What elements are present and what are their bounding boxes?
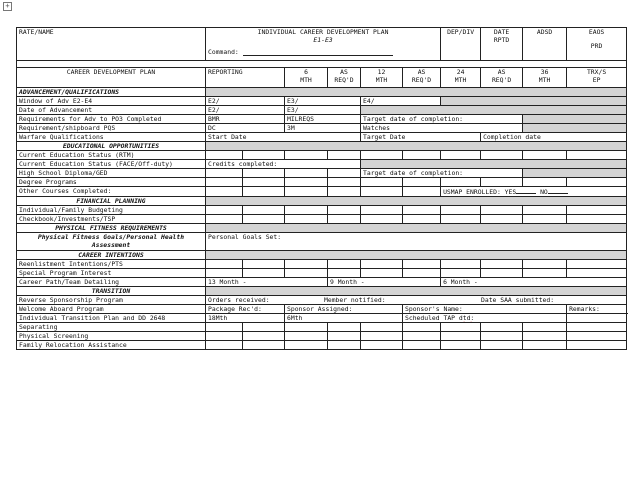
no-blank[interactable]	[548, 187, 568, 194]
cell-sponsor-assigned[interactable]	[285, 305, 403, 314]
col-6mth-unit: MTH	[300, 76, 312, 84]
cell-text: 9 Month -	[330, 278, 365, 286]
section-shade	[206, 251, 627, 260]
cell[interactable]	[441, 206, 481, 215]
cell[interactable]	[285, 260, 328, 269]
col-plan-label: CAREER DEVELOPMENT PLAN	[66, 68, 156, 76]
cell[interactable]	[441, 151, 481, 160]
cell[interactable]	[328, 215, 361, 224]
cell[interactable]	[403, 151, 441, 160]
col-trx-b: EP	[592, 76, 601, 84]
cell[interactable]	[567, 332, 627, 341]
cell[interactable]	[523, 215, 567, 224]
cell[interactable]	[403, 187, 441, 197]
cell-6mth[interactable]	[285, 314, 403, 323]
cell[interactable]	[361, 178, 403, 187]
cell[interactable]	[403, 215, 441, 224]
cell[interactable]	[243, 206, 285, 215]
col-asreq-3	[481, 68, 523, 88]
row-label: Requirement/shipboard PQS	[19, 124, 116, 132]
cell[interactable]	[567, 269, 627, 278]
cell[interactable]	[481, 178, 523, 187]
cell-text: 6Mth	[287, 314, 303, 322]
col-asreq-1-b: REQ'D	[334, 76, 354, 84]
section-financial-title: FINANCIAL PLANNING	[76, 197, 146, 205]
section-advancement	[17, 88, 206, 97]
row-label: Degree Programs	[19, 178, 77, 186]
cell-shaded	[523, 169, 627, 178]
command-label: Command:	[208, 48, 239, 56]
cell[interactable]	[567, 314, 627, 323]
cell[interactable]	[206, 260, 243, 269]
cell[interactable]	[567, 260, 627, 269]
cell[interactable]	[328, 341, 361, 350]
cell[interactable]	[285, 169, 328, 178]
cell-text: E2/	[208, 97, 220, 105]
col-reporting-label: REPORTING	[208, 68, 243, 76]
col-asreq-3-b: REQ'D	[491, 76, 512, 84]
cell[interactable]	[403, 269, 441, 278]
cell-usmap[interactable]	[441, 187, 627, 197]
orders-received-label: Orders received:	[208, 296, 270, 304]
dep-div-cell[interactable]	[441, 28, 481, 61]
col-asreq-3-a: AS	[497, 68, 506, 76]
cell-shaded	[361, 160, 627, 169]
cell[interactable]	[361, 206, 403, 215]
row-pf-goals	[17, 233, 206, 251]
cell-dc[interactable]	[206, 124, 285, 133]
cell-personal-goals[interactable]	[206, 233, 627, 251]
row-family-reloc	[17, 341, 206, 350]
cell-bmr[interactable]	[206, 115, 285, 124]
cell[interactable]	[243, 341, 285, 350]
cell-e3[interactable]	[285, 97, 361, 106]
row-label: Special Program Interest	[19, 269, 112, 277]
row-degree	[17, 178, 206, 187]
cell[interactable]	[481, 341, 523, 350]
cell-shaded	[523, 124, 627, 133]
row-special-prog	[17, 269, 206, 278]
cell[interactable]	[361, 341, 403, 350]
adsd-label: ADSD	[536, 28, 553, 36]
eaos-label: EAOS	[588, 28, 605, 36]
section-physical-fitness	[17, 224, 206, 233]
cell[interactable]	[523, 323, 567, 332]
cell[interactable]	[285, 341, 328, 350]
cell[interactable]	[481, 151, 523, 160]
row-cur-edu-face	[17, 160, 206, 169]
section-educational-title: EDUCATIONAL OPPORTUNITIES	[62, 142, 160, 150]
cell[interactable]	[441, 341, 481, 350]
row-pqs	[17, 124, 206, 133]
cell[interactable]	[481, 332, 523, 341]
row-label: Family Relocation Assistance	[19, 341, 127, 349]
cell[interactable]	[328, 323, 361, 332]
cell-credits-completed[interactable]	[206, 160, 361, 169]
col-12mth-num: 12	[377, 68, 386, 76]
section-physical-fitness-title: PHYSICAL FITNESS REQUIREMENTS	[55, 224, 167, 232]
col-asreq-1	[328, 68, 361, 88]
row-cur-edu-rtm	[17, 151, 206, 160]
col-36mth-unit: MTH	[538, 76, 551, 84]
cell[interactable]	[328, 269, 361, 278]
section-shade	[206, 88, 627, 97]
cell-start-date[interactable]	[206, 133, 361, 142]
cell[interactable]	[243, 323, 285, 332]
cell-e3b[interactable]	[285, 106, 361, 115]
cell-6-month[interactable]	[441, 278, 627, 287]
member-notified-label: Member notified:	[324, 296, 386, 304]
cell[interactable]	[441, 332, 481, 341]
cell[interactable]	[441, 215, 481, 224]
col-plan	[17, 68, 206, 88]
cell-text: BMR	[208, 115, 220, 123]
col-24mth-num: 24	[456, 68, 465, 76]
row-label: High School Diploma/GED	[19, 169, 108, 177]
cell-text: Target Date	[363, 133, 406, 141]
cell[interactable]	[523, 332, 567, 341]
cell[interactable]	[361, 269, 403, 278]
cell-sponsor-name[interactable]	[403, 305, 567, 314]
cell[interactable]	[567, 151, 627, 160]
cell[interactable]	[403, 178, 441, 187]
cell[interactable]	[206, 169, 243, 178]
cell[interactable]	[328, 332, 361, 341]
cell[interactable]	[285, 332, 328, 341]
cell[interactable]	[206, 151, 243, 160]
cell[interactable]	[567, 206, 627, 215]
dep-div-label: DEP/DIV	[447, 28, 475, 36]
cell-text: E2/	[208, 106, 220, 114]
cell-text: 3M	[287, 124, 295, 132]
row-label: Date of Advancement	[19, 106, 93, 114]
cell-text: Start Date	[208, 133, 247, 141]
section-career-intentions-title: CAREER INTENTIONS	[78, 251, 144, 259]
cell[interactable]	[567, 341, 627, 350]
command-line	[208, 48, 438, 56]
row-label: Individual/Family Budgeting	[19, 206, 123, 214]
row-label: Checkbook/Investments/TSP	[19, 215, 116, 223]
cell[interactable]	[243, 260, 285, 269]
cell[interactable]	[481, 206, 523, 215]
cell[interactable]	[206, 206, 243, 215]
cell-13-month[interactable]	[206, 278, 328, 287]
spacer-row	[17, 61, 627, 68]
cell[interactable]	[481, 260, 523, 269]
cell[interactable]	[285, 187, 328, 197]
cell[interactable]	[523, 151, 567, 160]
cell-watches[interactable]	[361, 124, 523, 133]
row-label-2: Assessment	[91, 241, 131, 249]
cell-text: 6 Month -	[443, 278, 478, 286]
cell-target-completion[interactable]	[361, 115, 523, 124]
cell-text: E3/	[287, 106, 299, 114]
adsd-cell[interactable]	[523, 28, 567, 61]
cell-remarks[interactable]	[567, 305, 627, 314]
cell[interactable]	[285, 215, 328, 224]
cell[interactable]	[243, 178, 285, 187]
section-shade	[206, 287, 627, 296]
cell[interactable]	[441, 269, 481, 278]
row-label: Current Education Status (FACE/Off-duty)	[19, 160, 173, 168]
cell[interactable]	[243, 215, 285, 224]
cell[interactable]	[328, 151, 361, 160]
cell-e2[interactable]	[206, 97, 285, 106]
cell-e4[interactable]	[361, 97, 441, 106]
row-checkbook	[17, 215, 206, 224]
row-career-path	[17, 278, 206, 287]
cell-text: Sponsor Assigned:	[287, 305, 353, 313]
cell[interactable]	[206, 215, 243, 224]
cell-text: DC	[208, 124, 216, 132]
date-rptd-cell[interactable]	[481, 28, 523, 61]
col-asreq-2-a: AS	[417, 68, 426, 76]
cell-text: Scheduled TAP	[405, 314, 456, 322]
cell[interactable]	[403, 323, 441, 332]
grade-range: E1-E3	[313, 36, 333, 44]
col-12mth-unit: MTH	[375, 76, 388, 84]
career-plan-table	[16, 27, 627, 350]
cell[interactable]	[206, 323, 243, 332]
row-label: Reverse Sponsorship Program	[19, 296, 123, 304]
usmap-yes[interactable]: YES	[504, 188, 517, 196]
plan-title: INDIVIDUAL CAREER DEVELOPMENT PLAN	[257, 28, 389, 36]
row-phys-screen	[17, 332, 206, 341]
cell-text: 18Mth	[208, 314, 228, 322]
section-transition	[17, 287, 206, 296]
cell[interactable]	[285, 151, 328, 160]
col-24mth-unit: MTH	[454, 76, 467, 84]
cell-text: Personal Goals Set:	[208, 233, 282, 241]
cell[interactable]	[361, 215, 403, 224]
cell-text: Sponsor's Name:	[405, 305, 463, 313]
eaos-cell[interactable]	[567, 28, 627, 61]
cell[interactable]	[243, 269, 285, 278]
col-trx	[567, 68, 627, 88]
col-trx-a: TRX/S	[586, 68, 607, 76]
command-field[interactable]	[243, 49, 393, 56]
cell-18mth[interactable]	[206, 314, 285, 323]
row-reverse	[17, 296, 206, 305]
row-label: Warfare Qualifications	[19, 133, 104, 141]
cell-shaded	[523, 115, 627, 124]
cell[interactable]	[403, 332, 441, 341]
col-asreq-2-b: REQ'D	[411, 76, 432, 84]
cell[interactable]	[403, 260, 441, 269]
cell[interactable]	[361, 332, 403, 341]
cell[interactable]	[523, 260, 567, 269]
cell[interactable]	[567, 178, 627, 187]
row-budget	[17, 206, 206, 215]
usmap-label: USMAP ENROLLED:	[443, 188, 501, 196]
cell-e2b[interactable]	[206, 106, 285, 115]
cell[interactable]	[403, 206, 441, 215]
cell-completion-date[interactable]	[481, 133, 627, 142]
section-advancement-title: ADVANCEMENT/QUALIFICATIONS	[19, 88, 120, 96]
col-24mth	[441, 68, 481, 88]
col-12mth	[361, 68, 403, 88]
cell[interactable]	[403, 341, 441, 350]
cell-3m[interactable]	[285, 124, 361, 133]
cell-text: Package Rec'd:	[208, 305, 262, 313]
section-career-intentions	[17, 251, 206, 260]
date-rptd-label-2: RPTD	[493, 36, 510, 44]
cell[interactable]	[361, 260, 403, 269]
row-label: Reenlistment Intentions/PTS	[19, 260, 123, 268]
cell[interactable]	[285, 178, 328, 187]
cell[interactable]	[523, 178, 567, 187]
cell-package-recd[interactable]	[206, 305, 285, 314]
row-label: Window of Adv E2-E4	[19, 97, 93, 105]
cell[interactable]	[285, 323, 328, 332]
row-window-adv	[17, 97, 206, 106]
cell-text: Target date of completion:	[363, 169, 464, 177]
cell-text: Target date of completion:	[363, 115, 464, 123]
row-reenlist	[17, 260, 206, 269]
cell[interactable]	[567, 323, 627, 332]
cell-text: Completion date	[483, 133, 541, 141]
col-6mth	[285, 68, 328, 88]
cell-text: E4/	[363, 97, 375, 105]
cell[interactable]	[328, 187, 361, 197]
row-label: Physical Fitness Goals/Personal Health	[37, 233, 185, 241]
row-label: Separating	[19, 323, 58, 331]
cell-text: Remarks:	[569, 305, 600, 313]
cell[interactable]	[285, 269, 328, 278]
cell-text: MILREQS	[287, 115, 314, 123]
cell[interactable]	[206, 178, 243, 187]
cell[interactable]	[328, 178, 361, 187]
cell-text: Watches	[363, 124, 390, 132]
cell[interactable]	[361, 187, 403, 197]
cell[interactable]	[206, 269, 243, 278]
table-move-handle-icon[interactable]: +	[3, 2, 12, 11]
cell-shaded	[361, 106, 627, 115]
col-asreq-1-a: AS	[340, 68, 348, 76]
col-36mth	[523, 68, 567, 88]
row-date-adv	[17, 106, 206, 115]
row-itp	[17, 314, 206, 323]
cell-target-completion-2[interactable]	[361, 169, 523, 178]
cell[interactable]	[523, 206, 567, 215]
section-shade	[206, 224, 627, 233]
cell-scheduled-tap[interactable]	[403, 314, 567, 323]
cell[interactable]	[361, 151, 403, 160]
cell[interactable]	[328, 169, 361, 178]
cell-target-date[interactable]	[361, 133, 481, 142]
cell[interactable]	[243, 332, 285, 341]
cell[interactable]	[328, 206, 361, 215]
col-asreq-2	[403, 68, 441, 88]
cell[interactable]	[361, 323, 403, 332]
row-hs	[17, 169, 206, 178]
cell[interactable]	[441, 260, 481, 269]
cell-text: 13 Month -	[208, 278, 247, 286]
cell[interactable]	[285, 206, 328, 215]
rate-name-cell[interactable]	[17, 28, 206, 61]
cell-dtd: dtd:	[458, 314, 475, 322]
row-label: Requirements for Adv to PO3 Completed	[19, 115, 162, 123]
cell[interactable]	[441, 323, 481, 332]
row-label: Physical Screening	[19, 332, 89, 340]
cell-orders[interactable]	[206, 296, 627, 305]
cell-milreqs[interactable]	[285, 115, 361, 124]
section-transition-title: TRANSITION	[91, 287, 131, 295]
cell[interactable]	[523, 269, 567, 278]
cell[interactable]	[523, 341, 567, 350]
cell[interactable]	[441, 178, 481, 187]
cell[interactable]	[481, 215, 523, 224]
row-warfare	[17, 133, 206, 142]
prd-label: PRD	[590, 42, 603, 50]
row-label: Other Courses Completed:	[19, 187, 112, 195]
row-label: Individual Transition Plan and DD 2648	[19, 314, 166, 322]
col-reporting	[206, 68, 285, 88]
cell[interactable]	[243, 169, 285, 178]
section-educational	[17, 142, 206, 151]
cell[interactable]	[567, 215, 627, 224]
cell[interactable]	[328, 260, 361, 269]
cell-text: E3/	[287, 97, 299, 105]
row-welcome	[17, 305, 206, 314]
cell[interactable]	[243, 151, 285, 160]
row-label: Career Path/Team Detailing	[19, 278, 120, 286]
cell-text: Credits completed:	[208, 160, 278, 168]
cell[interactable]	[206, 187, 243, 197]
cell[interactable]	[481, 269, 523, 278]
section-shade	[206, 197, 627, 206]
col-36mth-num: 36	[540, 68, 549, 76]
cell[interactable]	[243, 187, 285, 197]
usmap-no[interactable]: NO	[540, 188, 548, 196]
rate-name-label: RATE/NAME	[19, 28, 54, 36]
cell[interactable]	[206, 341, 243, 350]
row-separating	[17, 323, 206, 332]
row-label: Current Education Status (RTM)	[19, 151, 135, 159]
plan-title-cell[interactable]	[206, 28, 441, 61]
cell[interactable]	[481, 323, 523, 332]
row-req-po3	[17, 115, 206, 124]
row-other-courses	[17, 187, 206, 197]
date-rptd-label: DATE	[493, 28, 510, 36]
col-6mth-num: 6	[304, 68, 308, 76]
section-shade	[206, 142, 627, 151]
cell[interactable]	[206, 332, 243, 341]
yes-blank[interactable]	[516, 187, 536, 194]
date-saa-label: Date SAA submitted:	[481, 296, 555, 304]
cell-9-month[interactable]	[328, 278, 441, 287]
cell-shaded	[441, 97, 627, 106]
row-label: Welcome Aboard Program	[19, 305, 104, 313]
section-financial	[17, 197, 206, 206]
